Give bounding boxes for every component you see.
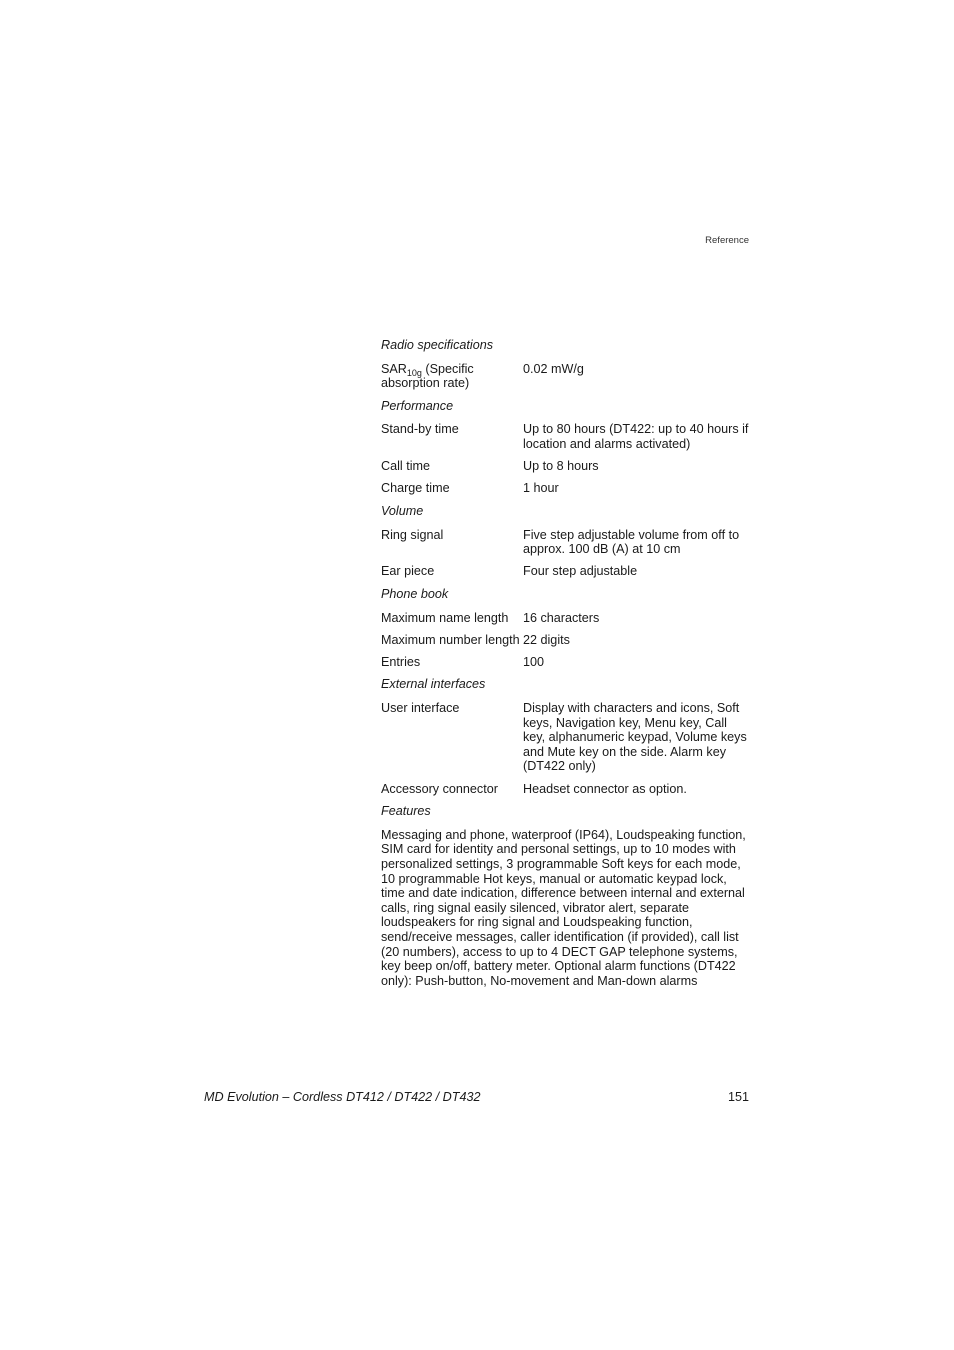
spec-value: Five step adjustable volume from off to approx. 100 dB (A) at 10 cm [523,527,740,557]
spec-row [381,422,749,451]
spec-label: Call time [381,459,430,474]
spec-value: 22 digits [523,632,570,647]
spec-value: Display with characters and icons, Soft keys, Navigation key, Menu key, Call key, alphanumeric keypad, Volume keys and Mute key on the side. Alarm key (DT422 only) [523,701,747,774]
spec-value: 1 hour [523,481,559,496]
section-title: Volume [381,503,424,518]
section-volume [381,504,749,579]
section-title: Performance [381,398,454,413]
spec-row [381,459,749,474]
spec-label: Entries [381,654,421,669]
spec-row [381,655,749,670]
section-radio-specifications [381,338,749,391]
section-external-interfaces [381,677,749,796]
spec-value: 16 characters [523,610,600,625]
spec-row [381,564,749,579]
spec-label: Ear piece [381,564,435,579]
footer-document-title: MD Evolution – Cordless DT412 / DT422 / DT432 [204,1090,481,1104]
spec-row [381,633,749,648]
section-title: Features [381,804,431,819]
spec-value: 0.02 mW/g [523,361,584,376]
spec-label: Maximum number length [381,632,520,647]
spec-row [381,481,749,496]
spec-content [381,338,749,996]
spec-value: Up to 8 hours [523,459,599,474]
spec-row [381,782,749,797]
sar-label-main: SAR [381,361,407,376]
spec-row [381,528,749,557]
section-features [381,804,749,988]
spec-label: Maximum name length [381,610,509,625]
section-performance [381,399,749,496]
features-paragraph: Messaging and phone, waterproof (IP64), Loudspeaking function, SIM card for identity and personal settings, up to 10 modes with personalized settings, 3 programmable Soft keys for each mode, 10 programmable Hot keys, manual or automatic keypad lock, time and date indication, difference between internal and external calls, ring signal easily silenced, vibrator alert, separate loudspeakers for ring signal and Loudspeaking function, send/receive messages, caller identification (if provided), call list (20 numbers), access to up to 4 DECT GAP telephone systems, key beep on/off, battery meter. Optional alarm functions (DT422 only): Push-button, No-movement and Man-down alarms [381,827,746,988]
spec-value: 100 [523,654,545,669]
sar-label-rest: (Specific absorption rate) [381,361,474,391]
spec-label: Charge time [381,481,450,496]
section-title: Phone book [381,586,449,601]
spec-label: User interface [381,701,460,716]
spec-row [381,611,749,626]
spec-value: Headset connector as option. [523,781,687,796]
page-footer [204,1090,749,1104]
spec-label [381,362,523,391]
spec-value: Up to 80 hours (DT422: up to 40 hours if location and alarms activated) [523,422,749,451]
section-phone-book [381,587,749,670]
spec-row [381,701,749,774]
spec-label: Stand-by time [381,422,459,437]
spec-label: Accessory connector [381,781,498,796]
sar-label-subscript: 10g [406,367,422,378]
page-number: 151 [727,1090,749,1104]
section-title: External interfaces [381,677,486,692]
spec-value: Four step adjustable [523,564,638,579]
section-title: Radio specifications [381,338,494,352]
spec-row-sar [381,362,749,391]
spec-label: Ring signal [381,527,444,542]
running-header: Reference [705,235,749,246]
